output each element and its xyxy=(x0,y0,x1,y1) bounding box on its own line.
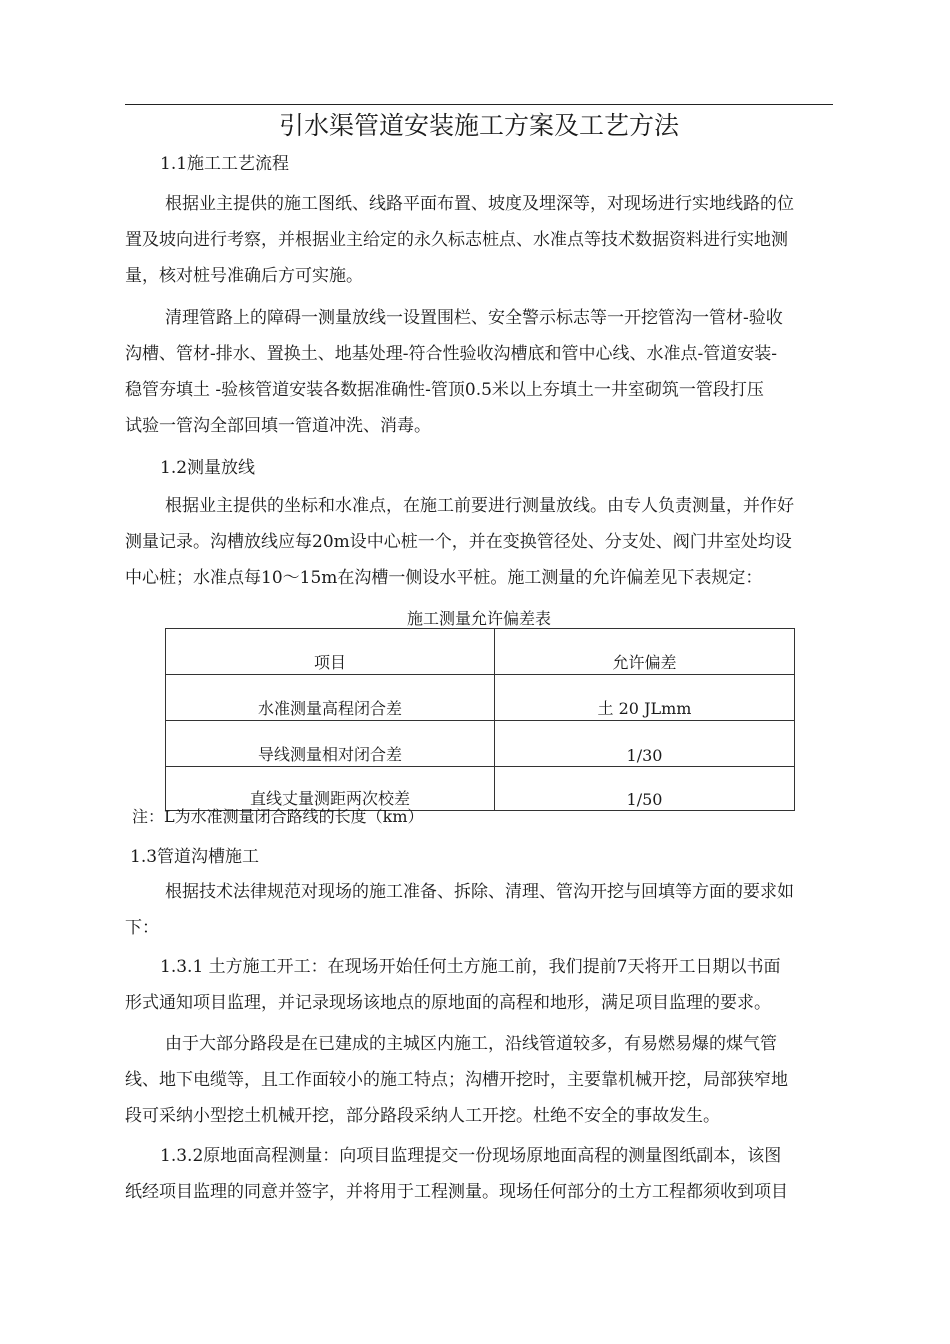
paragraph-line: 稳管夯填土 -验核管道安装各数据准确性-管顶0.5米以上夯填土一井室砌筑一管段打压 xyxy=(125,380,764,400)
paragraph-line: 纸经项目监理的同意并签字，并将用于工程测量。现场任何部分的土方工程都须收到项目 xyxy=(125,1182,788,1202)
section-heading-1-3: 1.3管道沟槽施工 xyxy=(130,847,260,867)
table-cell: 土 20 JLmm xyxy=(495,675,795,721)
table-header-row xyxy=(166,629,795,675)
table-cell: 水准测量高程闭合差 xyxy=(166,675,495,721)
table-caption: 施工测量允许偏差表 xyxy=(406,609,551,628)
table-row xyxy=(166,721,795,767)
paragraph-line: 线、地下电缆等，且工作面较小的施工特点；沟槽开挖时，主要靠机械开挖，局部狭窄地 xyxy=(125,1070,788,1090)
table-row xyxy=(166,675,795,721)
paragraph-line: 清理管路上的障碍一测量放线一设置围栏、安全警示标志等一开挖管沟一管材-验收 xyxy=(165,308,783,328)
tolerance-table xyxy=(165,628,795,811)
paragraph-line: 下： xyxy=(125,918,159,938)
paragraph-line: 根据技术法律规范对现场的施工准备、拆除、清理、管沟开挖与回填等方面的要求如 xyxy=(165,882,794,902)
table-header-cell: 允许偏差 xyxy=(495,629,795,675)
table-cell: 导线测量相对闭合差 xyxy=(166,721,495,767)
section-heading-1-2: 1.2测量放线 xyxy=(160,458,256,478)
table-note: 注：L为水准测量闭合路线的长度（km） xyxy=(132,807,424,826)
table-cell: 直线丈量测距两次校差 xyxy=(166,767,495,811)
table-cell: 1/30 xyxy=(495,721,795,767)
header-rule xyxy=(125,104,833,105)
table-header-cell: 项目 xyxy=(166,629,495,675)
section-heading-1-1: 1.1施工工艺流程 xyxy=(160,154,290,174)
paragraph-line: 段可采纳小型挖土机械开挖，部分路段采纳人工开挖。杜绝不安全的事故发生。 xyxy=(125,1106,720,1126)
paragraph-line: 试验一管沟全部回填一管道冲洗、消毒。 xyxy=(125,416,431,436)
paragraph-line: 量，核对桩号准确后方可实施。 xyxy=(125,266,363,286)
paragraph-line: 测量记录。沟槽放线应每20m设中心桩一个，并在变换管径处、分支处、阀门井室处均设 xyxy=(125,532,792,552)
paragraph-line: 由于大部分路段是在已建成的主城区内施工，沿线管道较多，有易燃易爆的煤气管 xyxy=(165,1034,777,1054)
paragraph-line: 根据业主提供的坐标和水准点，在施工前要进行测量放线。由专人负责测量，并作好 xyxy=(165,496,794,516)
table-row xyxy=(166,767,795,811)
paragraph-line: 沟槽、管材-排水、置换土、地基处理-符合性验收沟槽底和管中心线、水准点-管道安装- xyxy=(125,344,777,364)
paragraph-line: 中心桩；水准点每10〜15m在沟槽一侧设水平桩。施工测量的允许偏差见下表规定： xyxy=(125,568,763,588)
paragraph-line: 形式通知项目监理，并记录现场该地点的原地面的高程和地形，满足项目监理的要求。 xyxy=(125,993,771,1013)
document-title: 引水渠管道安装施工方案及工艺方法 xyxy=(278,111,679,140)
paragraph-line: 置及坡向进行考察，并根据业主给定的永久标志桩点、水准点等技术数据资料进行实地测 xyxy=(125,230,788,250)
paragraph-line: 1.3.1 土方施工开工：在现场开始任何土方施工前，我们提前7天将开工日期以书面 xyxy=(160,957,781,977)
table-cell: 1/50 xyxy=(495,767,795,811)
paragraph-line: 1.3.2原地面高程测量：向项目监理提交一份现场原地面高程的测量图纸副本，该图 xyxy=(160,1146,782,1166)
paragraph-line: 根据业主提供的施工图纸、线路平面布置、坡度及埋深等，对现场进行实地线路的位 xyxy=(165,194,794,214)
